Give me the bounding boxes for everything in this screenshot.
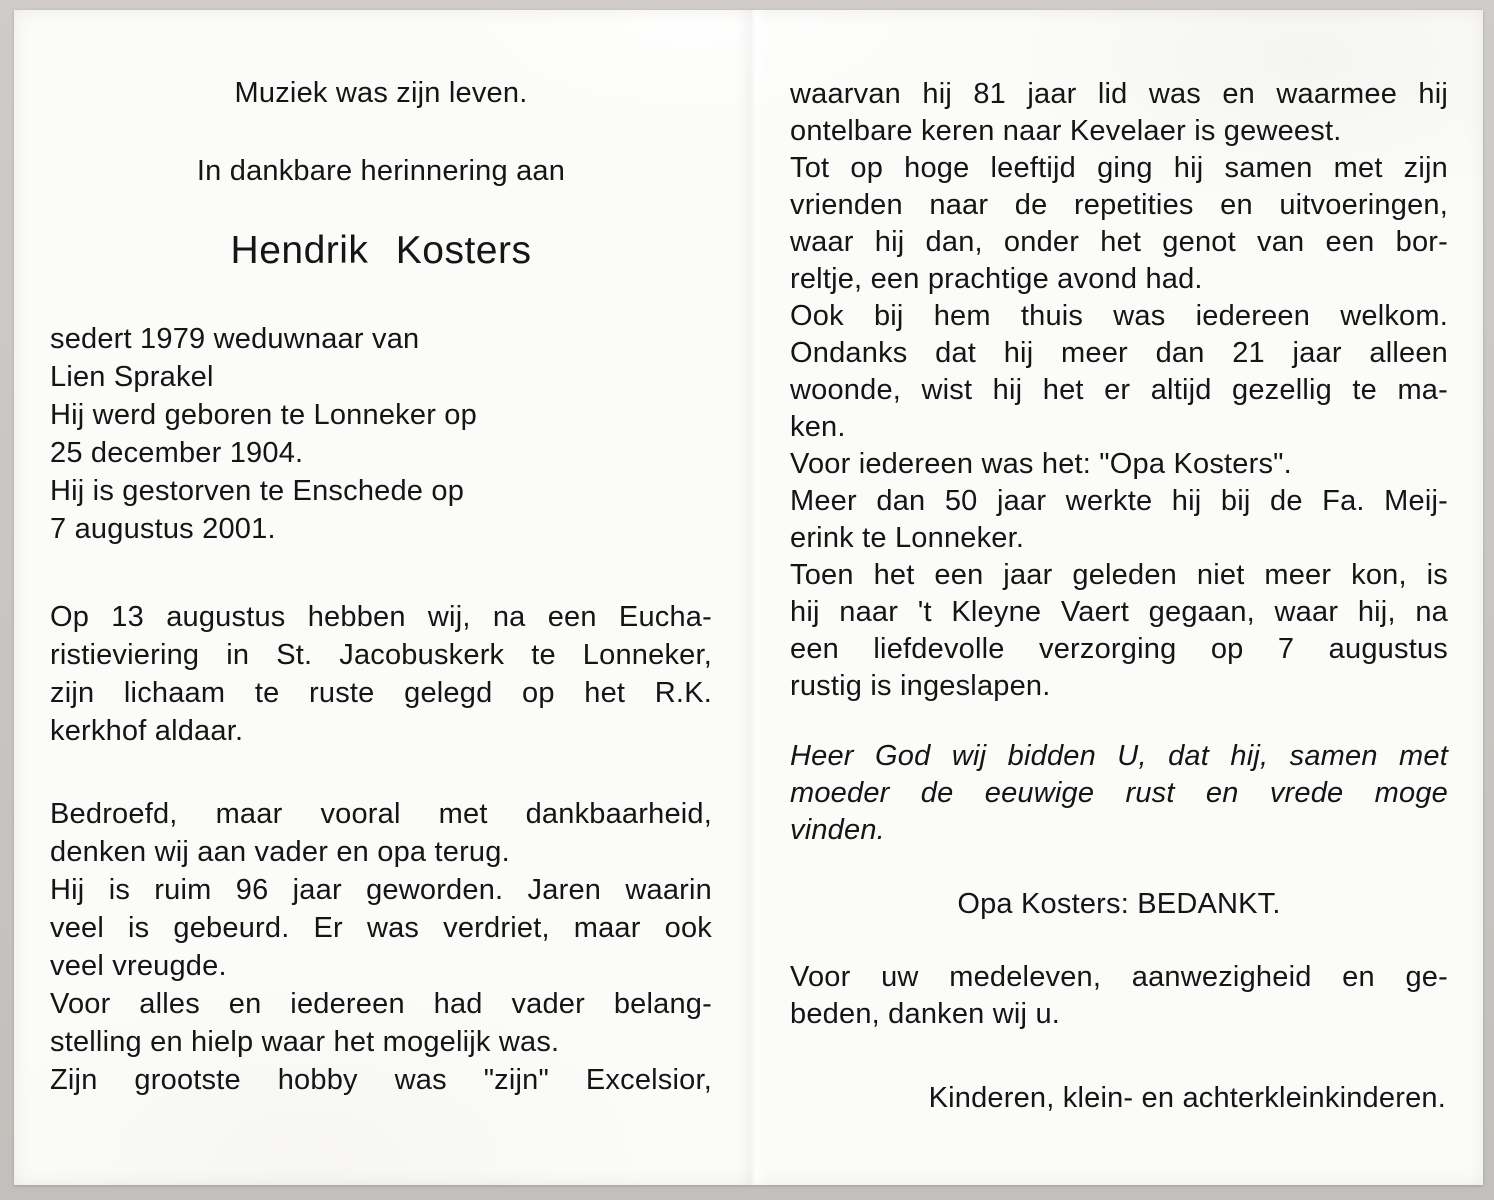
text-line: vrienden naar de repetities en uitvoeringen, — [790, 189, 1448, 221]
text-line: vinden. — [790, 814, 885, 846]
text-line: waarvan hij 81 jaar lid was en waarmee hij — [790, 78, 1448, 110]
text-line: Hij werd geboren te Lonneker op — [50, 399, 477, 431]
text-line: reltje, een prachtige avond had. — [790, 263, 1203, 295]
thanks-line: Opa Kosters: BEDANKT. — [957, 888, 1281, 920]
text-line: Lien Sprakel — [50, 361, 214, 393]
text-line: hij naar 't Kleyne Vaert gegaan, waar hij, na — [790, 596, 1448, 628]
text-line: zijn lichaam te ruste gelegd op het R.K. — [50, 677, 712, 709]
text-line: Bedroefd, maar vooral met dankbaarheid, — [50, 798, 712, 830]
text-line: erink te Lonneker. — [790, 522, 1025, 554]
memorial-card — [14, 10, 1483, 1185]
memorial-intro-line: In dankbare herinnering aan — [196, 155, 566, 187]
text-line: Heer God wij bidden U, dat hij, samen met — [790, 740, 1448, 772]
text-line: waar hij dan, onder het genot van een bor- — [790, 226, 1448, 258]
text-line: denken wij aan vader en opa terug. — [50, 836, 510, 868]
text-line: Voor uw medeleven, aanwezigheid en ge- — [790, 961, 1448, 993]
remembrance-paragraph — [50, 795, 712, 1099]
text-line: ontelbare keren naar Kevelaer is geweest. — [790, 115, 1342, 147]
text-line: stelling en hielp waar het mogelijk was. — [50, 1026, 560, 1058]
text-line: veel is gebeurd. Er was verdriet, maar ook — [50, 912, 712, 944]
text-line: Voor alles en iedereen had vader belang- — [50, 988, 712, 1020]
text-line: Ondanks dat hij meer dan 21 jaar alleen — [790, 337, 1448, 369]
text-line: moeder de eeuwige rust en vrede moge — [790, 777, 1448, 809]
right-page — [790, 10, 1448, 1117]
motto-line: Muziek was zijn leven. — [234, 77, 528, 109]
text-line: Zijn grootste hobby was "zijn" Excelsior, — [50, 1064, 712, 1096]
text-line: Toen het een jaar geleden niet meer kon, is — [790, 559, 1448, 591]
text-line: Tot op hoge leeftijd ging hij samen met zijn — [790, 152, 1448, 184]
text-line: Hij is ruim 96 jaar geworden. Jaren waarin — [50, 874, 712, 906]
text-line: woonde, wist hij het er altijd gezellig te ma- — [790, 374, 1448, 406]
text-line: rustig is ingeslapen. — [790, 670, 1051, 702]
signature-line: Kinderen, klein- en achterkleinkinderen. — [928, 1082, 1446, 1114]
text-line: kerkhof aldaar. — [50, 715, 244, 747]
text-line: een liefdevolle verzorging op 7 augustus — [790, 633, 1448, 665]
prayer-paragraph — [790, 738, 1448, 849]
text-line: veel vreugde. — [50, 950, 227, 982]
text-line: 7 augustus 2001. — [50, 513, 276, 545]
burial-paragraph — [50, 598, 712, 750]
text-line: Ook bij hem thuis was iedereen welkom. — [790, 300, 1448, 332]
text-line: Op 13 augustus hebben wij, na een Eucha- — [50, 601, 712, 633]
text-line: sedert 1979 weduwnaar van — [50, 323, 420, 355]
text-line: Hij is gestorven te Enschede op — [50, 475, 465, 507]
left-page — [50, 10, 712, 1099]
text-line: 25 december 1904. — [50, 437, 304, 469]
life-story-paragraph — [790, 76, 1448, 705]
text-line: ristieviering in St. Jacobuskerk te Lonneker, — [50, 639, 712, 671]
deceased-name: Hendrik Kosters — [230, 229, 532, 272]
text-line: ken. — [790, 411, 846, 443]
text-line: Voor iedereen was het: "Opa Kosters". — [790, 448, 1292, 480]
vital-dates-block — [50, 320, 712, 548]
text-line: Meer dan 50 jaar werkte hij bij de Fa. Meij- — [790, 485, 1448, 517]
text-line: beden, danken wij u. — [790, 998, 1061, 1030]
fold-crease — [738, 10, 768, 1185]
gratitude-paragraph — [790, 959, 1448, 1033]
